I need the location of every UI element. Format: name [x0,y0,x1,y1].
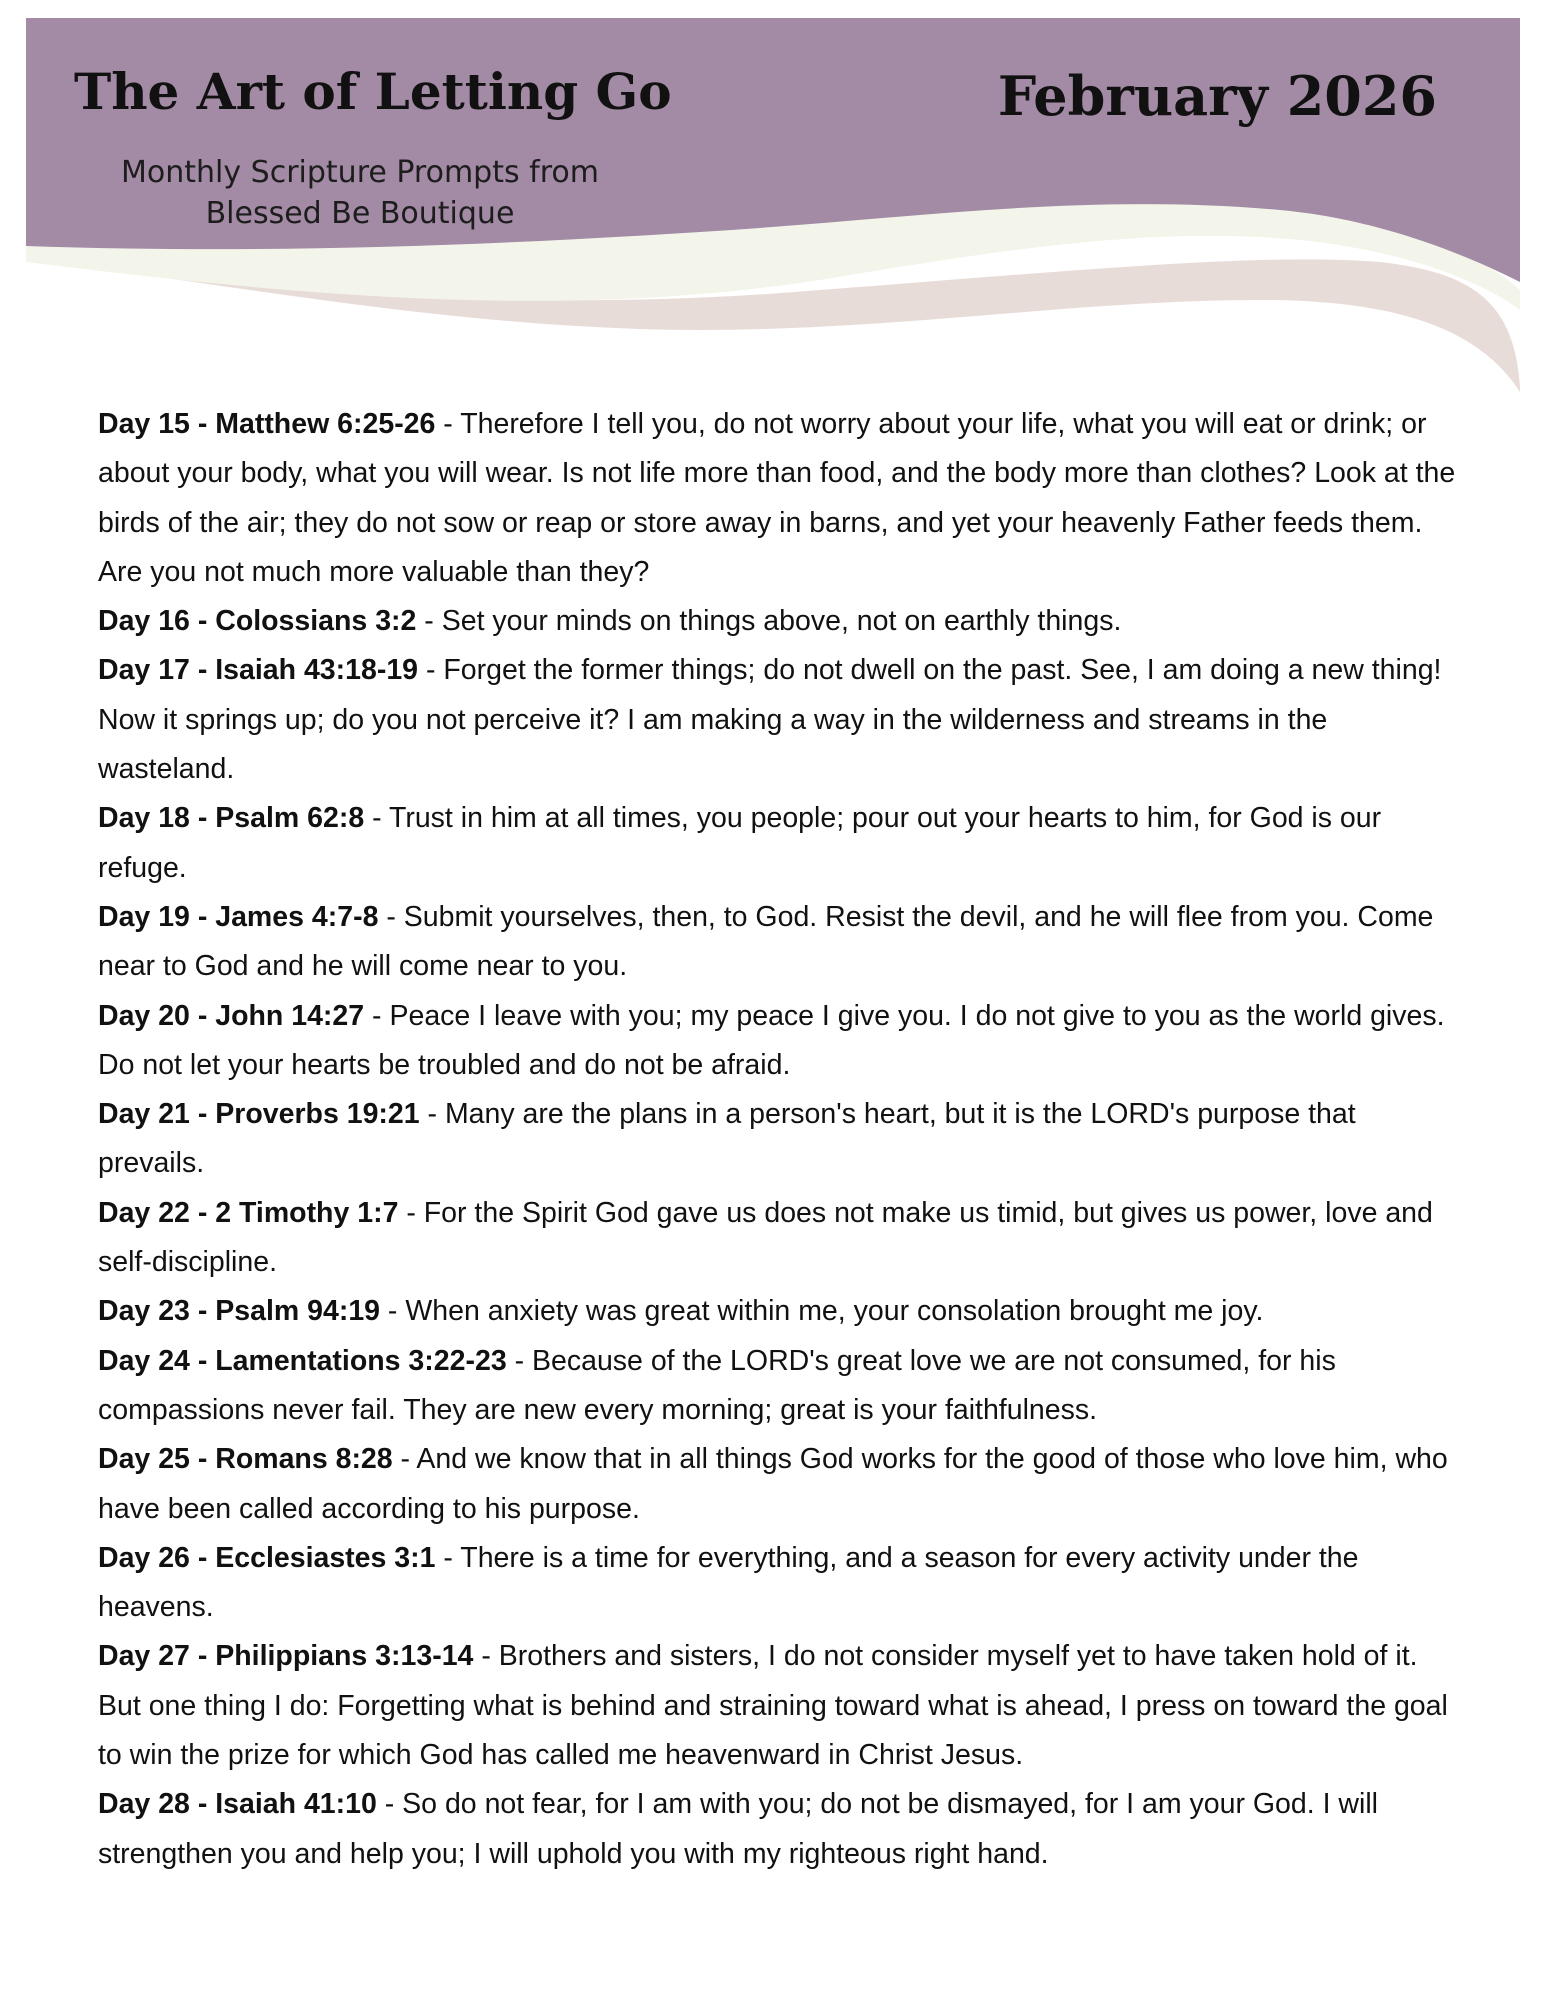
day-label: Day 23 [98,1295,190,1328]
header-banner [0,0,1545,400]
list-item: Day 23 - Psalm 94:19 - When anxiety was great within me, your consolation brought me joy. [98,1295,1264,1328]
scripture-reference: Isaiah 41:10 [215,1788,377,1821]
scripture-list [98,400,1458,1879]
scripture-reference: Colossians 3:2 [215,605,417,638]
list-item: Day 28 - Isaiah 41:10 - So do not fear, for I am with you; do not be dismayed, for I am your God. I will strengthen you and help you; I will uphold you with my righteous right hand. [98,1788,1378,1870]
scripture-reference: Ecclesiastes 3:1 [215,1541,436,1574]
scripture-text: Because of the LORD's great love we are not consumed, for his compassions never fail. They are new every morning; great is your faithfulness. [98,1344,1336,1426]
day-label: Day 16 [98,605,190,638]
scripture-reference: Isaiah 43:18-19 [215,654,419,687]
scripture-text: Set your minds on things above, not on earthly things. [441,605,1122,638]
list-item: Day 19 - James 4:7-8 - Submit yourselves, then, to God. Resist the devil, and he will flee from you. Come near to God and he will come near to you. [98,900,1434,983]
page-title: The Art of Letting Go [74,62,672,121]
day-label: Day 15 [98,408,190,440]
scripture-text: Peace I leave with you; my peace I give you. I do not give to you as the world gives. Do not let your hearts be troubled and do not be afraid. [98,999,1445,1081]
list-item: Day 16 - Colossians 3:2 - Set your minds on things above, not on earthly things. [98,605,1122,638]
scripture-reference: Matthew 6:25-26 [215,408,436,440]
scripture-text: When anxiety was great within me, your consolation brought me joy. [405,1295,1264,1328]
scripture-text: Submit yourselves, then, to God. Resist the devil, and he will flee from you. Come near to God and he will come near to you. [98,900,1434,983]
day-label: Day 25 [98,1443,190,1476]
scripture-text: And we know that in all things God works for the good of those who love him, who have been called according to his purpose. [98,1443,1448,1525]
list-item: Day 26 - Ecclesiastes 3:1 - There is a time for everything, and a season for every activity under the heavens. [98,1541,1359,1624]
scripture-text: Therefore I tell you, do not worry about your life, what you will eat or drink; or about your body, what you will wear. Is not life more than food, and the body more than clothes? Look at the birds of the air; they do not sow or reap or store away in barns, and yet your heavenly Father feeds them. Are you not much more valuable than they? [98,408,1456,588]
day-label: Day 19 [98,900,190,933]
scripture-reference: Lamentations 3:22-23 [215,1344,507,1377]
list-item: Day 21 - Proverbs 19:21 - Many are the plans in a person's heart, but it is the LORD's purpose that prevails. [98,1098,1356,1180]
month-label: February 2026 [997,64,1437,128]
list-item: Day 22 - 2 Timothy 1:7 - For the Spirit God gave us does not make us timid, but gives us power, love and self-discipline. [98,1196,1433,1279]
scripture-text: Trust in him at all times, you people; pour out your hearts to him, for God is our refuge. [98,802,1382,884]
day-label: Day 27 [98,1640,190,1673]
scripture-text: There is a time for everything, and a season for every activity under the heavens. [98,1541,1359,1624]
day-label: Day 20 [98,999,190,1032]
scripture-reference: James 4:7-8 [215,900,379,933]
list-item: Day 18 - Psalm 62:8 - Trust in him at all times, you people; pour out your hearts to him, for God is our refuge. [98,802,1382,884]
scripture-text: For the Spirit God gave us does not make us timid, but gives us power, love and self-discipline. [98,1196,1433,1279]
day-label: Day 24 [98,1344,190,1377]
subtitle-line: Monthly Scripture Prompts from [121,155,599,190]
scripture-reference: Psalm 62:8 [215,802,365,835]
scripture-reference: 2 Timothy 1:7 [215,1196,399,1229]
scripture-text: Many are the plans in a person's heart, but it is the LORD's purpose that prevails. [98,1098,1356,1180]
list-item: Day 15 - Matthew 6:25-26 - Therefore I tell you, do not worry about your life, what you will eat or drink; or about your body, what you will wear. Is not life more than food, and the body more than clothes? Look at the birds of the air; they do not sow or reap or store away in barns, and yet your heavenly Father feeds them. Are you not much more valuable than they? [98,408,1456,588]
day-label: Day 26 [98,1541,190,1574]
day-label: Day 22 [98,1196,190,1229]
day-label: Day 28 [98,1788,190,1821]
subtitle-line: Blessed Be Boutique [205,196,515,231]
list-item: Day 17 - Isaiah 43:18-19 - Forget the former things; do not dwell on the past. See, I am doing a new thing! Now it springs up; do you not perceive it? I am making a way in the wilderness and streams in the wasteland. [98,654,1442,786]
scripture-text: Brothers and sisters, I do not consider myself yet to have taken hold of it. But one thing I do: Forgetting what is behind and straining toward what is ahead, I press on toward the goal to win the prize for which God has called me heavenward in Christ Jesus. [98,1640,1448,1772]
day-label: Day 17 [98,654,190,687]
scripture-reference: Romans 8:28 [215,1443,393,1476]
day-label: Day 18 [98,802,190,835]
scripture-text: So do not fear, for I am with you; do not be dismayed, for I am your God. I will strengthen you and help you; I will uphold you with my righteous right hand. [98,1788,1378,1870]
list-item: Day 25 - Romans 8:28 - And we know that in all things God works for the good of those who love him, who have been called according to his purpose. [98,1443,1448,1525]
list-item: Day 20 - John 14:27 - Peace I leave with you; my peace I give you. I do not give to you as the world gives. Do not let your hearts be troubled and do not be afraid. [98,999,1445,1081]
subtitle [80,152,640,234]
list-item: Day 24 - Lamentations 3:22-23 - Because of the LORD's great love we are not consumed, for his compassions never fail. They are new every morning; great is your faithfulness. [98,1344,1336,1426]
scripture-reference: Philippians 3:13-14 [215,1640,474,1673]
scripture-reference: Psalm 94:19 [215,1295,381,1328]
scripture-reference: John 14:27 [215,999,365,1032]
list-item: Day 27 - Philippians 3:13-14 - Brothers and sisters, I do not consider myself yet to have taken hold of it. But one thing I do: Forgetting what is behind and straining toward what is ahead, I press on toward the goal to win the prize for which God has called me heavenward in Christ Jesus. [98,1640,1448,1772]
scripture-reference: Proverbs 19:21 [215,1098,420,1131]
scripture-text: Forget the former things; do not dwell on the past. See, I am doing a new thing! Now it springs up; do you not perceive it? I am making a way in the wilderness and streams in the wasteland. [98,654,1442,786]
day-label: Day 21 [98,1098,190,1131]
